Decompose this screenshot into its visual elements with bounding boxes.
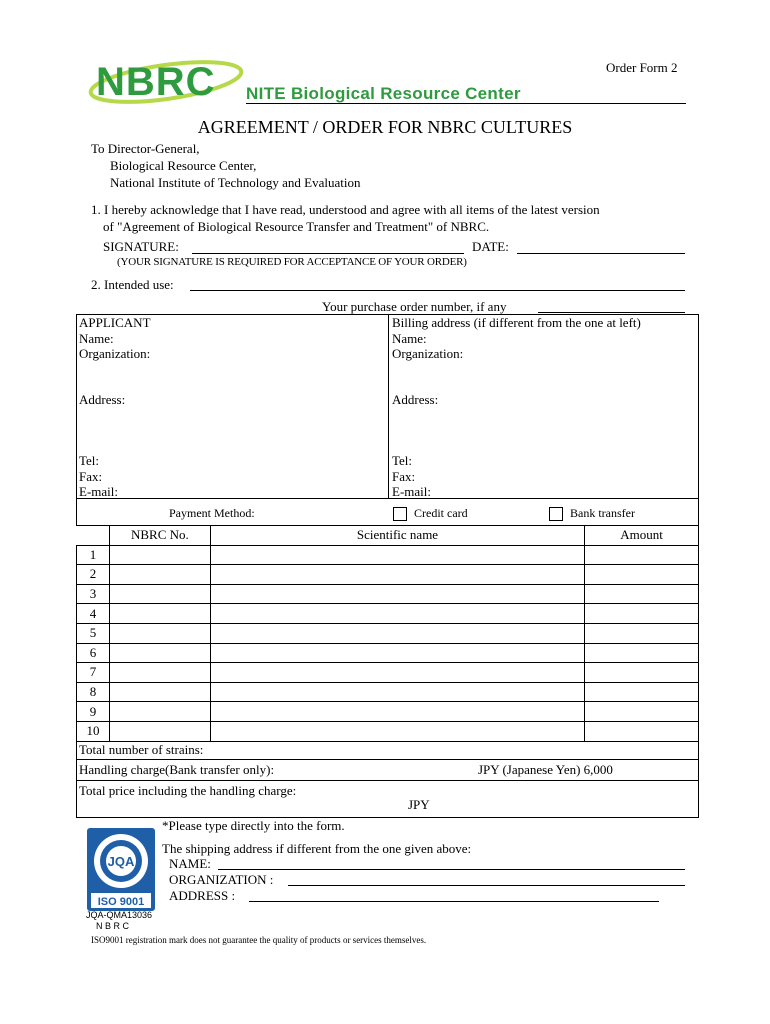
billing-heading: Billing address (if different from the one at left) <box>392 315 641 330</box>
addressee-line: National Institute of Technology and Evaluation <box>110 175 361 190</box>
scientific-name-cell[interactable] <box>210 643 584 663</box>
nbrc-no-cell[interactable] <box>109 682 210 702</box>
agreement-text <box>91 201 600 235</box>
amount-cell[interactable] <box>585 623 699 643</box>
row-number: 2 <box>77 565 110 585</box>
addressee-line: Biological Resource Center, <box>110 158 257 173</box>
totals-rule <box>76 780 699 781</box>
scientific-name-cell[interactable] <box>210 584 584 604</box>
handling-charge-label: Handling charge(Bank transfer only): <box>79 762 275 777</box>
table-row <box>77 584 699 604</box>
applicant-address-label: Address: <box>79 392 126 407</box>
billing-contact <box>392 453 431 500</box>
signature-note: (YOUR SIGNATURE IS REQUIRED FOR ACCEPTANCE OF YOUR ORDER) <box>117 256 467 268</box>
applicant-email-label: E-mail: <box>79 484 118 499</box>
iso-disclaimer: ISO9001 registration mark does not guarantee the quality of products or services themselves. <box>91 935 427 945</box>
scientific-name-cell[interactable] <box>210 663 584 683</box>
applicant-section <box>79 315 151 362</box>
date-label: DATE: <box>472 239 509 254</box>
scientific-name-cell[interactable] <box>210 702 584 722</box>
date-field[interactable] <box>517 253 685 254</box>
intended-use-label: 2. Intended use: <box>91 277 174 292</box>
nbrc-no-cell[interactable] <box>109 545 210 565</box>
svg-text:ISO 9001: ISO 9001 <box>97 896 145 908</box>
amount-cell[interactable] <box>585 565 699 585</box>
form-label: Order Form 2 <box>606 60 678 75</box>
table-header-row <box>77 526 699 545</box>
col-nbrc-no: NBRC No. <box>109 526 210 545</box>
row-number: 1 <box>77 545 110 565</box>
table-row <box>77 702 699 722</box>
billing-email-label: E-mail: <box>392 484 431 499</box>
amount-cell[interactable] <box>585 702 699 722</box>
billing-tel-label: Tel: <box>392 453 413 468</box>
handling-charge-value: JPY (Japanese Yen) 6,000 <box>478 762 613 777</box>
col-scientific-name: Scientific name <box>210 526 584 545</box>
amount-cell[interactable] <box>585 663 699 683</box>
row-number: 5 <box>77 623 110 643</box>
billing-org-label: Organization: <box>392 346 464 361</box>
row-number: 7 <box>77 663 110 683</box>
amount-cell[interactable] <box>585 545 699 565</box>
billing-fax-label: Fax: <box>392 468 416 484</box>
shipping-heading: The shipping address if different from the one given above: <box>162 841 472 856</box>
header-rule <box>246 103 686 104</box>
scientific-name-cell[interactable] <box>210 623 584 643</box>
addressee-block <box>91 140 361 191</box>
billing-address-label: Address: <box>392 392 439 407</box>
col-amount: Amount <box>585 526 699 545</box>
credit-card-checkbox[interactable] <box>393 507 407 521</box>
iso-code: JQA-QMA13036 <box>86 910 153 920</box>
nbrc-no-cell[interactable] <box>109 663 210 683</box>
billing-name-label: Name: <box>392 330 427 346</box>
scientific-name-cell[interactable] <box>210 721 584 741</box>
amount-cell[interactable] <box>585 682 699 702</box>
billing-section <box>392 315 641 362</box>
signature-label: SIGNATURE: <box>103 239 179 254</box>
table-row <box>77 663 699 683</box>
table-row <box>77 565 699 585</box>
box-divider <box>388 314 389 499</box>
row-number: 6 <box>77 643 110 663</box>
type-note: *Please type directly into the form. <box>162 818 345 833</box>
applicant-name-label: Name: <box>79 330 114 346</box>
applicant-tel-label: Tel: <box>79 453 100 468</box>
row-number: 10 <box>77 721 110 741</box>
row-number: 3 <box>77 584 110 604</box>
nbrc-no-cell[interactable] <box>109 623 210 643</box>
shipping-address-field[interactable] <box>249 901 659 902</box>
agreement-line: of "Agreement of Biological Resource Transfer and Treatment" of NBRC. <box>103 219 490 234</box>
applicant-heading: APPLICANT <box>79 315 151 330</box>
shipping-name-field[interactable] <box>218 869 685 870</box>
addressee-line: To Director-General, <box>91 141 200 156</box>
intended-use-field[interactable] <box>190 290 685 291</box>
org-name: NITE Biological Resource Center <box>246 84 521 103</box>
po-label: Your purchase order number, if any <box>322 299 507 314</box>
table-row <box>77 721 699 741</box>
scientific-name-cell[interactable] <box>210 682 584 702</box>
shipping-address-label: ADDRESS : <box>169 888 236 903</box>
row-number: 4 <box>77 604 110 624</box>
iso-certification-mark <box>86 827 156 912</box>
page-title: AGREEMENT / ORDER FOR NBRC CULTURES <box>197 117 573 137</box>
total-strains-label: Total number of strains: <box>79 742 204 757</box>
amount-cell[interactable] <box>585 643 699 663</box>
logo-text: NBRC <box>96 60 216 104</box>
row-number: 8 <box>77 682 110 702</box>
nbrc-logo <box>86 55 246 107</box>
iso-org: N B R C <box>96 921 130 931</box>
table-row <box>77 604 699 624</box>
totals-rule <box>76 759 699 760</box>
svg-text:JQA: JQA <box>107 854 135 869</box>
bank-transfer-checkbox[interactable] <box>549 507 563 521</box>
payment-label: Payment Method: <box>169 506 255 520</box>
shipping-org-label: ORGANIZATION : <box>169 872 274 887</box>
credit-card-label: Credit card <box>414 506 468 520</box>
table-row <box>77 545 699 565</box>
scientific-name-cell[interactable] <box>210 545 584 565</box>
nbrc-no-cell[interactable] <box>109 721 210 741</box>
applicant-contact <box>79 453 118 500</box>
nbrc-no-cell[interactable] <box>109 604 210 624</box>
agreement-line: 1. I hereby acknowledge that I have read, understood and agree with all items of the latest version <box>91 202 600 217</box>
row-number: 9 <box>77 702 110 722</box>
nbrc-no-cell[interactable] <box>109 702 210 722</box>
nbrc-no-cell[interactable] <box>109 643 210 663</box>
table-row <box>77 682 699 702</box>
amount-cell[interactable] <box>585 721 699 741</box>
table-row <box>77 643 699 663</box>
total-price-label: Total price including the handling charge: <box>79 783 297 798</box>
po-field[interactable] <box>538 312 685 313</box>
signature-field[interactable] <box>192 253 464 254</box>
scientific-name-cell[interactable] <box>210 565 584 585</box>
order-table <box>76 526 699 742</box>
applicant-fax-label: Fax: <box>79 468 103 484</box>
shipping-org-field[interactable] <box>288 885 685 886</box>
table-row <box>77 623 699 643</box>
amount-cell[interactable] <box>585 604 699 624</box>
amount-cell[interactable] <box>585 584 699 604</box>
nbrc-no-cell[interactable] <box>109 565 210 585</box>
nbrc-no-cell[interactable] <box>109 584 210 604</box>
total-price-currency: JPY <box>408 797 430 812</box>
bank-transfer-label: Bank transfer <box>570 506 635 520</box>
shipping-name-label: NAME: <box>169 856 211 871</box>
scientific-name-cell[interactable] <box>210 604 584 624</box>
applicant-org-label: Organization: <box>79 346 151 361</box>
